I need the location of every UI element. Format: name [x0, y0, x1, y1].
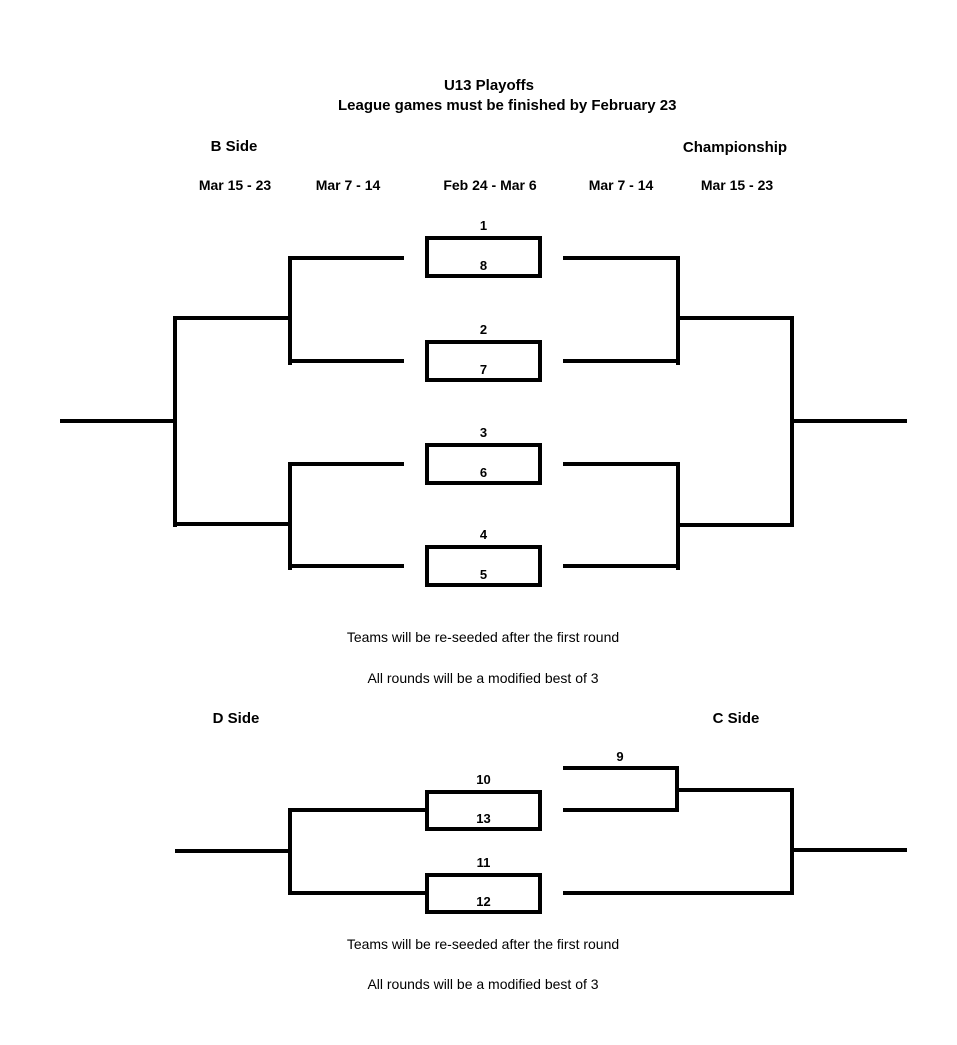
- round-date-col1: Mar 15 - 23: [198, 177, 272, 193]
- round-date-col5: Mar 15 - 23: [700, 177, 774, 193]
- note-reseed: Teams will be re-seeded after the first round: [346, 629, 620, 645]
- seed-label-bottom: 8: [479, 258, 488, 273]
- bracket-line: [790, 788, 794, 895]
- bracket-line: [676, 523, 794, 527]
- bracket-line: [288, 256, 404, 260]
- seed-label-top: 10: [476, 772, 491, 787]
- seed-label-top: 1: [479, 218, 488, 233]
- championship-heading: Championship: [682, 139, 788, 156]
- seed-label-bottom: 6: [479, 465, 488, 480]
- bracket-line: [288, 462, 404, 466]
- match-10-vs-13: [425, 773, 542, 831]
- bracket-line: [60, 419, 175, 423]
- bracket-line: [563, 256, 680, 260]
- page-title: U13 Playoffs: [443, 77, 535, 94]
- round-date-col4: Mar 7 - 14: [588, 177, 654, 193]
- seed-label-top: 2: [479, 322, 488, 337]
- bracket-line: [790, 848, 907, 852]
- bracket-line: [676, 462, 680, 570]
- b-side-heading: B Side: [210, 138, 258, 155]
- seed-label-bottom: 12: [476, 894, 491, 909]
- match-box: [425, 340, 542, 382]
- bracket-line: [173, 316, 177, 527]
- seed-label-bottom: 5: [479, 567, 488, 582]
- bracket-line: [790, 419, 907, 423]
- bracket-line: [563, 808, 679, 812]
- d-side-heading: D Side: [212, 710, 260, 727]
- bracket-line: [563, 462, 680, 466]
- note-best-of: All rounds will be a modified best of 3: [367, 976, 599, 992]
- match-11-vs-12: [425, 856, 542, 914]
- bracket-line: [676, 316, 794, 320]
- bracket-line: [563, 359, 680, 363]
- bracket-line: [288, 808, 292, 895]
- seed-label-bottom: 7: [479, 362, 488, 377]
- bracket-line: [676, 256, 680, 365]
- bracket-line: [288, 462, 292, 570]
- match-box: [425, 236, 542, 278]
- bracket-line: [288, 808, 427, 812]
- seed-label-top: 4: [479, 527, 488, 542]
- note-reseed: Teams will be re-seeded after the first round: [346, 936, 620, 952]
- match-box: [425, 443, 542, 485]
- page-subtitle: League games must be finished by February 23: [338, 97, 677, 114]
- seed-label-top: 11: [476, 855, 491, 870]
- match-box: [425, 545, 542, 587]
- match-box: [425, 790, 542, 831]
- bracket-line: [175, 849, 292, 853]
- match-3-vs-6: [425, 426, 542, 485]
- seed-label-bottom: 13: [476, 811, 491, 826]
- seed-label-top: 3: [479, 425, 488, 440]
- bracket-line: [288, 564, 404, 568]
- match-4-vs-5: [425, 528, 542, 587]
- round-date-col2: Mar 7 - 14: [315, 177, 381, 193]
- bracket-line: [675, 788, 794, 792]
- bracket-line: [563, 564, 680, 568]
- c-side-heading: C Side: [712, 710, 760, 727]
- bracket-line: [173, 316, 292, 320]
- match-2-vs-7: [425, 323, 542, 382]
- bracket-line: [563, 891, 794, 895]
- bracket-line: [288, 256, 292, 365]
- match-1-vs-8: [425, 219, 542, 278]
- bracket-line: [288, 891, 427, 895]
- match-box: [425, 873, 542, 914]
- bracket-line: [173, 522, 292, 526]
- bracket-line-bye-9: [563, 766, 679, 770]
- round-date-col3: Feb 24 - Mar 6: [443, 177, 537, 193]
- note-best-of: All rounds will be a modified best of 3: [367, 670, 599, 686]
- bracket-line: [288, 359, 404, 363]
- seed-label-bye: 9: [616, 749, 624, 764]
